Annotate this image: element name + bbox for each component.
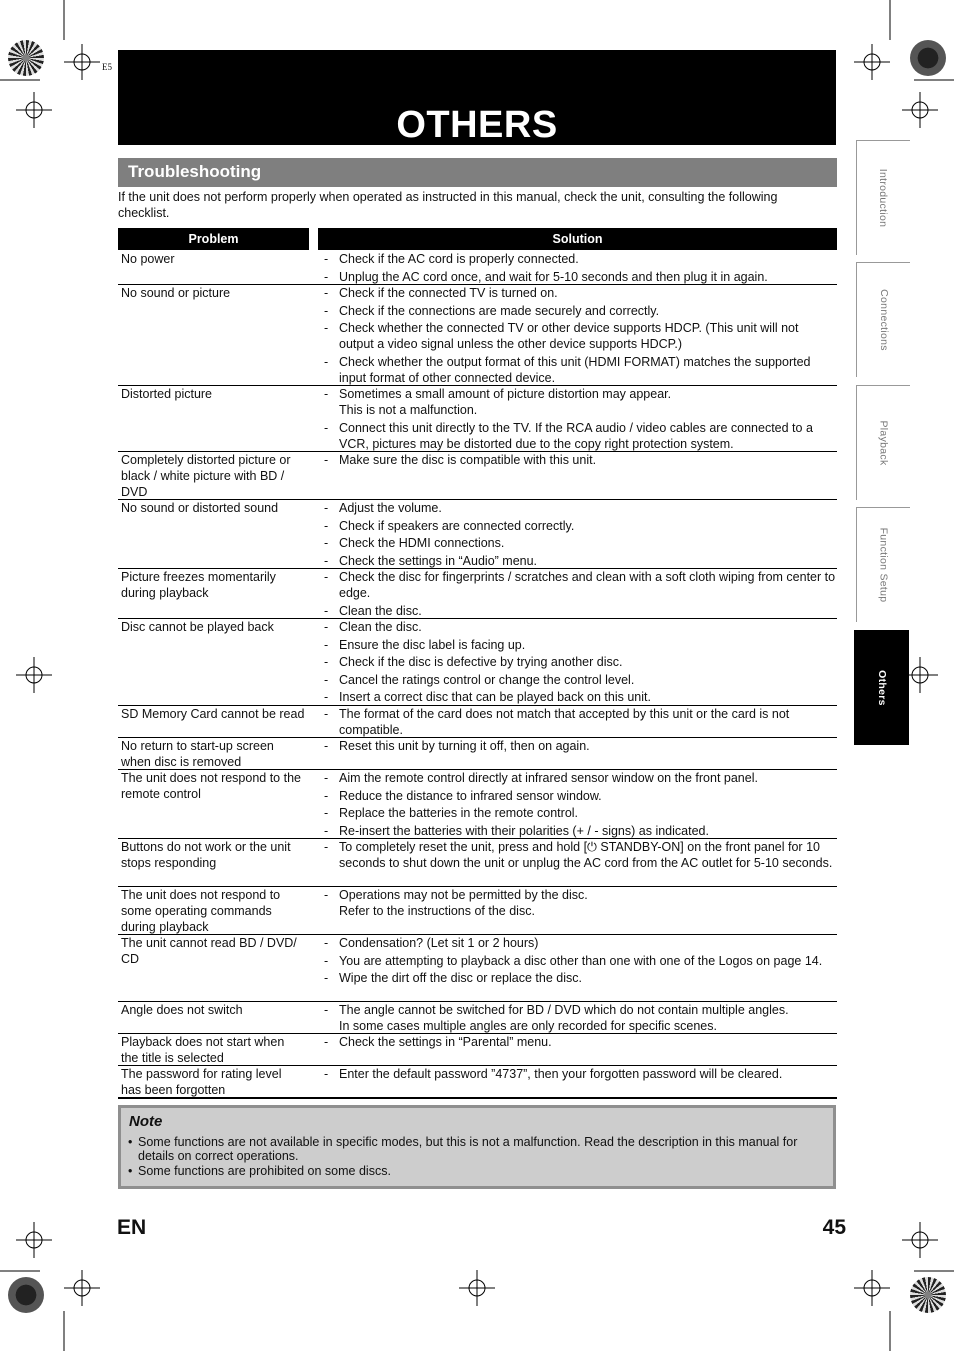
dash-icon: - bbox=[324, 570, 329, 584]
bullet-icon: • bbox=[128, 1135, 133, 1149]
solution-cell bbox=[324, 839, 836, 873]
solution-cell bbox=[324, 386, 836, 453]
table-row bbox=[118, 886, 837, 934]
dash-icon: - bbox=[324, 823, 329, 838]
dash-icon: - bbox=[324, 321, 329, 336]
dash-icon: - bbox=[324, 1035, 329, 1049]
solution-item: - Ensure the disc label is facing up. bbox=[324, 637, 526, 652]
problem-cell: The unit does not respond to the remote control bbox=[121, 771, 301, 801]
dash-icon: - bbox=[324, 420, 329, 435]
solution-item: - Replace the batteries in the remote control. bbox=[324, 806, 579, 821]
table-row bbox=[118, 618, 837, 705]
solution-cell bbox=[324, 935, 836, 988]
solution-item: - Check if speakers are connected correctly. bbox=[324, 518, 575, 533]
problem-cell: Picture freezes momentarily during playback bbox=[121, 570, 276, 600]
solution-cell bbox=[324, 770, 836, 840]
page-title: OTHERS bbox=[396, 104, 558, 146]
solution-item: - To completely reset the unit, press and hold [⏻ STANDBY-ON] on the front panel for 10 seconds to shut down the unit or unplug the AC cord from the AC outlet for 5-10 seconds. bbox=[324, 840, 833, 870]
dash-icon: - bbox=[324, 603, 329, 618]
solution-item: - You are attempting to playback a disc other than one with one of the Logos on page 14. bbox=[324, 953, 823, 968]
note-item: • Some functions are not available in specific modes, but this is not a malfunction. Read the description in this manual for details on correct operations. bbox=[128, 1135, 798, 1163]
solution-item: - Reduce the distance to infrared sensor window. bbox=[324, 788, 602, 803]
intro-text: If the unit does not perform properly when operated as instructed in this manual, check the unit, consulting the following checklist. bbox=[118, 190, 778, 220]
table-row bbox=[118, 934, 837, 986]
table-row bbox=[118, 1065, 837, 1097]
table-row bbox=[118, 451, 837, 499]
problem-cell: No sound or distorted sound bbox=[121, 501, 279, 515]
dash-icon: - bbox=[324, 771, 329, 785]
solution-item: - The angle cannot be switched for BD / DVD which do not contain multiple angles. In some cases multiple angles are only recorded for specific scenes. bbox=[324, 1003, 789, 1033]
dash-icon: - bbox=[324, 269, 329, 284]
solution-cell bbox=[324, 285, 836, 387]
solution-item: - Aim the remote control directly at infrared sensor window on the front panel. bbox=[324, 771, 758, 785]
side-tab-others[interactable]: Others bbox=[854, 630, 909, 745]
dash-icon: - bbox=[324, 518, 329, 533]
solution-item: - Check if the connections are made securely and correctly. bbox=[324, 303, 660, 318]
dash-icon: - bbox=[324, 690, 329, 705]
side-tab-playback[interactable]: Playback bbox=[856, 385, 910, 500]
dash-icon: - bbox=[324, 888, 329, 902]
solution-cell bbox=[324, 738, 836, 756]
solution-item: - Check the settings in “Audio” menu. bbox=[324, 553, 538, 568]
problem-cell: Buttons do not work or the unit stops responding bbox=[121, 840, 291, 870]
dash-icon: - bbox=[324, 536, 329, 551]
dash-icon: - bbox=[324, 655, 329, 670]
dash-icon: - bbox=[324, 971, 329, 986]
dash-icon: - bbox=[324, 286, 329, 300]
solution-item: - Make sure the disc is compatible with this unit. bbox=[324, 453, 597, 467]
table-header-solution: Solution bbox=[318, 228, 837, 250]
solution-item: - Wipe the dirt off the disc or replace the disc. bbox=[324, 971, 582, 986]
problem-cell: Angle does not switch bbox=[121, 1003, 243, 1017]
solution-item: - Check whether the output format of this unit (HDMI FORMAT) matches the supported input format of other connected device. bbox=[324, 354, 811, 385]
dash-icon: - bbox=[324, 252, 329, 266]
solution-item: - Clean the disc. bbox=[324, 620, 422, 634]
solution-item: - Unplug the AC cord once, and wait for 5-10 seconds and then plug it in again. bbox=[324, 269, 768, 284]
dash-icon: - bbox=[324, 806, 329, 821]
page-number: 45 bbox=[822, 1216, 846, 1239]
solution-item: - Check the HDMI connections. bbox=[324, 536, 505, 551]
table-row bbox=[118, 284, 837, 385]
side-tab-function-setup[interactable]: Function Setup bbox=[856, 507, 910, 622]
table-row bbox=[118, 1033, 837, 1065]
solution-cell bbox=[324, 1002, 836, 1036]
solution-item: - Clean the disc. bbox=[324, 603, 422, 618]
bullet-icon: • bbox=[128, 1164, 133, 1178]
problem-cell: The unit does not respond to some operating commands during playback bbox=[121, 888, 281, 934]
solution-item: - The format of the card does not match that accepted by this unit or the card is not compatible. bbox=[324, 707, 790, 737]
problem-cell: No power bbox=[121, 252, 175, 266]
solution-item: - Reset this unit by turning it off, then on again. bbox=[324, 739, 590, 753]
solution-cell bbox=[324, 452, 836, 470]
dash-icon: - bbox=[324, 637, 329, 652]
problem-cell: No return to start-up screen when disc is removed bbox=[121, 739, 274, 769]
solution-cell bbox=[324, 1066, 836, 1084]
dash-icon: - bbox=[324, 453, 329, 467]
dash-icon: - bbox=[324, 501, 329, 515]
solution-item: - Check the disc for fingerprints / scratches and clean with a soft cloth wiping from center to edge. bbox=[324, 570, 836, 600]
note-item: • Some functions are prohibited on some discs. bbox=[128, 1164, 391, 1178]
solution-item: - Sometimes a small amount of picture distortion may appear. This is not a malfunction. bbox=[324, 387, 672, 417]
dash-icon: - bbox=[324, 303, 329, 318]
solution-item: - Check the settings in “Parental” menu. bbox=[324, 1035, 552, 1049]
solution-item: - Check if the AC cord is properly connected. bbox=[324, 252, 579, 266]
problem-cell: The unit cannot read BD / DVD/ CD bbox=[121, 936, 297, 966]
solution-cell bbox=[324, 619, 836, 707]
dash-icon: - bbox=[324, 788, 329, 803]
solution-item: - Adjust the volume. bbox=[324, 501, 442, 515]
table-row bbox=[118, 1001, 837, 1033]
dash-icon: - bbox=[324, 936, 329, 950]
table-row bbox=[118, 499, 837, 568]
dash-icon: - bbox=[324, 1067, 329, 1081]
dash-icon: - bbox=[324, 707, 329, 721]
solution-item: - Condensation? (Let sit 1 or 2 hours) bbox=[324, 936, 539, 950]
dash-icon: - bbox=[324, 840, 329, 854]
solution-item: - Check if the disc is defective by trying another disc. bbox=[324, 655, 623, 670]
problem-cell: Distorted picture bbox=[121, 387, 213, 401]
document-code: E5 bbox=[102, 62, 112, 72]
problem-cell: Playback does not start when the title is selected bbox=[121, 1035, 285, 1065]
side-tab-introduction[interactable]: Introduction bbox=[856, 140, 910, 255]
table-bottom-rule bbox=[118, 1097, 837, 1099]
section-title: Troubleshooting bbox=[128, 162, 262, 181]
solution-cell bbox=[324, 569, 836, 620]
dash-icon: - bbox=[324, 553, 329, 568]
dash-icon: - bbox=[324, 739, 329, 753]
table-row bbox=[118, 737, 837, 769]
problem-cell: SD Memory Card cannot be read bbox=[121, 707, 305, 721]
problem-cell: Disc cannot be played back bbox=[121, 620, 274, 634]
table-row bbox=[118, 568, 837, 618]
table-row bbox=[118, 385, 837, 451]
solution-item: - Re-insert the batteries with their polarities (+ / - signs) as indicated. bbox=[324, 823, 709, 838]
note-title: Note bbox=[129, 1113, 163, 1130]
solution-cell bbox=[324, 706, 836, 740]
solution-cell bbox=[324, 500, 836, 570]
language-label: EN bbox=[117, 1216, 147, 1239]
solution-item: - Enter the default password ”4737”, then your forgotten password will be cleared. bbox=[324, 1067, 783, 1081]
solution-item: - Check whether the connected TV or other device supports HDCP. (This unit will not output a video signal unless the other device supports HDCP.) bbox=[324, 321, 799, 352]
table-row bbox=[118, 769, 837, 838]
solution-cell bbox=[324, 251, 836, 286]
table-row bbox=[118, 705, 837, 737]
dash-icon: - bbox=[324, 387, 329, 401]
solution-item: - Connect this unit directly to the TV. If the RCA audio / video cables are connected to a VCR, pictures may be distorted due to the copy right protection system. bbox=[324, 420, 813, 451]
dash-icon: - bbox=[324, 354, 329, 369]
problem-cell: Completely distorted picture or black / white picture with BD / DVD bbox=[121, 453, 291, 499]
table-header-problem: Problem bbox=[118, 228, 309, 250]
dash-icon: - bbox=[324, 672, 329, 687]
solution-cell bbox=[324, 887, 836, 921]
solution-item: - Insert a correct disc that can be played back on this unit. bbox=[324, 690, 651, 705]
problem-cell: No sound or picture bbox=[121, 286, 231, 300]
solution-item: - Cancel the ratings control or change the control level. bbox=[324, 672, 635, 687]
dash-icon: - bbox=[324, 620, 329, 634]
problem-cell: The password for rating level has been forgotten bbox=[121, 1067, 282, 1097]
side-tab-connections[interactable]: Connections bbox=[856, 262, 910, 377]
dash-icon: - bbox=[324, 1003, 329, 1017]
table-row bbox=[118, 838, 837, 870]
solution-cell bbox=[324, 1034, 836, 1052]
solution-item: - Check if the connected TV is turned on. bbox=[324, 286, 558, 300]
dash-icon: - bbox=[324, 953, 329, 968]
solution-item: - Operations may not be permitted by the disc. Refer to the instructions of the disc. bbox=[324, 888, 588, 918]
